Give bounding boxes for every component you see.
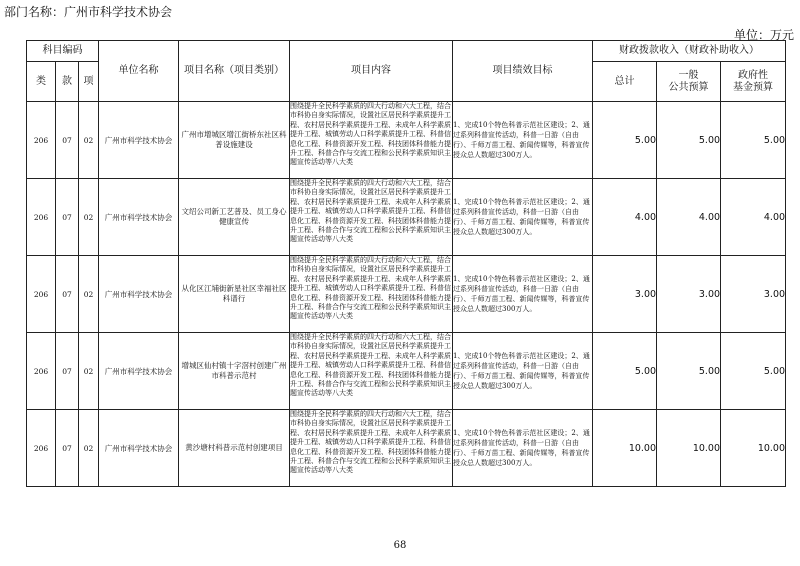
total-amount: 3.00 [593, 256, 657, 333]
xiang-code: 02 [79, 333, 99, 410]
unit-name: 广州市科学技术协会 [99, 410, 179, 487]
table-row [27, 102, 786, 179]
total-amount: 5.00 [593, 102, 657, 179]
kuan-code: 07 [56, 179, 79, 256]
subject-code-header: 科目编码 [27, 41, 99, 62]
fiscal-header: 财政拨款收入（财政补助收入） [593, 41, 786, 62]
xiang-code: 02 [79, 256, 99, 333]
performance-target: 1、完成10个特色科普示范社区建设；2、通过系列科普宣传活动，科普一日游（自由行）、千师万苗工程、新闻传媒等，科普宣传授众总人数超过300万人。 [453, 410, 593, 487]
lei-code: 206 [27, 333, 56, 410]
fund-budget-amount: 5.00 [721, 102, 786, 179]
performance-target: 1、完成10个特色科普示范社区建设；2、通过系列科普宣传活动，科普一日游（自由行）、千师万苗工程、新闻传媒等，科普宣传授众总人数超过300万人。 [453, 333, 593, 410]
project-content: 围绕提升全民科学素质的四大行动和六大工程，结合市科协自身实际情况，设置社区居民科学素质提升工程、农村居民科学素质提升工程、未成年人科学素质提升工程、城镇劳动人口科学素质提升工程、科普信息化工程、科普资源开发工程、科技团体科普能力提升工程、科普合作与交流工程和公民科学素质知识主题宣传活动等八大类 [290, 410, 453, 487]
fund-budget-amount: 4.00 [721, 179, 786, 256]
department-title: 部门名称：广州市科学技术协会 [4, 5, 173, 19]
fund-budget-amount: 10.00 [721, 410, 786, 487]
unit-name: 广州市科学技术协会 [99, 256, 179, 333]
total-amount: 4.00 [593, 179, 657, 256]
general-budget-amount: 5.00 [657, 102, 721, 179]
general-budget-amount: 10.00 [657, 410, 721, 487]
performance-target: 1、完成10个特色科普示范社区建设；2、通过系列科普宣传活动，科普一日游（自由行）、千师万苗工程、新闻传媒等，科普宣传授众总人数超过300万人。 [453, 102, 593, 179]
page-number: 68 [393, 540, 407, 551]
kuan-code: 07 [56, 102, 79, 179]
project-content-header: 项目内容 [290, 41, 453, 102]
general-budget-amount: 3.00 [657, 256, 721, 333]
project-name: 广州市增城区增江街桥东社区科普设施建设 [179, 102, 290, 179]
budget-table [26, 40, 786, 487]
xiang-code: 02 [79, 179, 99, 256]
general-budget-amount: 5.00 [657, 333, 721, 410]
project-content: 围绕提升全民科学素质的四大行动和六大工程，结合市科协自身实际情况，设置社区居民科学素质提升工程、农村居民科学素质提升工程、未成年人科学素质提升工程、城镇劳动人口科学素质提升工程、科普信息化工程、科普资源开发工程、科技团体科普能力提升工程、科普合作与交流工程和公民科学素质知识主题宣传活动等八大类 [290, 102, 453, 179]
unit-name: 广州市科学技术协会 [99, 179, 179, 256]
total-amount: 10.00 [593, 410, 657, 487]
unit-label: 单位：万元 [733, 28, 794, 42]
xiang-code: 02 [79, 102, 99, 179]
table-row [27, 333, 786, 410]
unit-name: 广州市科学技术协会 [99, 333, 179, 410]
general-budget-amount: 4.00 [657, 179, 721, 256]
kuan-code: 07 [56, 256, 79, 333]
lei-header: 类 [27, 62, 56, 102]
total-amount: 5.00 [593, 333, 657, 410]
unit-name-header: 单位名称 [99, 41, 179, 102]
kuan-code: 07 [56, 333, 79, 410]
project-name-header: 项目名称（项目类别） [179, 41, 290, 102]
kuan-header: 款 [56, 62, 79, 102]
unit-name: 广州市科学技术协会 [99, 102, 179, 179]
table-row [27, 410, 786, 487]
project-name: 增城区仙村镇十字滘村创建广州市科普示范村 [179, 333, 290, 410]
xiang-code: 02 [79, 410, 99, 487]
fund-budget-header: 政府性 基金预算 [721, 62, 786, 102]
fund-budget-amount: 3.00 [721, 256, 786, 333]
lei-code: 206 [27, 179, 56, 256]
performance-target: 1、完成10个特色科普示范社区建设；2、通过系列科普宣传活动，科普一日游（自由行）、千师万苗工程、新闻传媒等，科普宣传授众总人数超过300万人。 [453, 256, 593, 333]
general-budget-header: 一般 公共预算 [657, 62, 721, 102]
project-content: 围绕提升全民科学素质的四大行动和六大工程，结合市科协自身实际情况，设置社区居民科学素质提升工程、农村居民科学素质提升工程、未成年人科学素质提升工程、城镇劳动人口科学素质提升工程、科普信息化工程、科普资源开发工程、科技团体科普能力提升工程、科普合作与交流工程和公民科学素质知识主题宣传活动等八大类 [290, 179, 453, 256]
table-row [27, 256, 786, 333]
lei-code: 206 [27, 410, 56, 487]
project-name: 文绍公司新工艺普及、员工身心健康宣传 [179, 179, 290, 256]
performance-target: 1、完成10个特色科普示范社区建设；2、通过系列科普宣传活动，科普一日游（自由行）、千师万苗工程、新闻传媒等，科普宣传授众总人数超过300万人。 [453, 179, 593, 256]
project-name: 黄沙塘村科普示范村创建项目 [179, 410, 290, 487]
kuan-code: 07 [56, 410, 79, 487]
xiang-header: 项 [79, 62, 99, 102]
total-header: 总计 [593, 62, 657, 102]
lei-code: 206 [27, 256, 56, 333]
project-content: 围绕提升全民科学素质的四大行动和六大工程，结合市科协自身实际情况，设置社区居民科学素质提升工程、农村居民科学素质提升工程、未成年人科学素质提升工程、城镇劳动人口科学素质提升工程、科普信息化工程、科普资源开发工程、科技团体科普能力提升工程、科普合作与交流工程和公民科学素质知识主题宣传活动等八大类 [290, 333, 453, 410]
performance-header: 项目绩效目标 [453, 41, 593, 102]
table-row [27, 179, 786, 256]
project-name: 从化区江埔街新星社区幸福社区科谱行 [179, 256, 290, 333]
project-content: 围绕提升全民科学素质的四大行动和六大工程，结合市科协自身实际情况，设置社区居民科学素质提升工程、农村居民科学素质提升工程、未成年人科学素质提升工程、城镇劳动人口科学素质提升工程、科普信息化工程、科普资源开发工程、科技团体科普能力提升工程、科普合作与交流工程和公民科学素质知识主题宣传活动等八大类 [290, 256, 453, 333]
lei-code: 206 [27, 102, 56, 179]
fund-budget-amount: 5.00 [721, 333, 786, 410]
